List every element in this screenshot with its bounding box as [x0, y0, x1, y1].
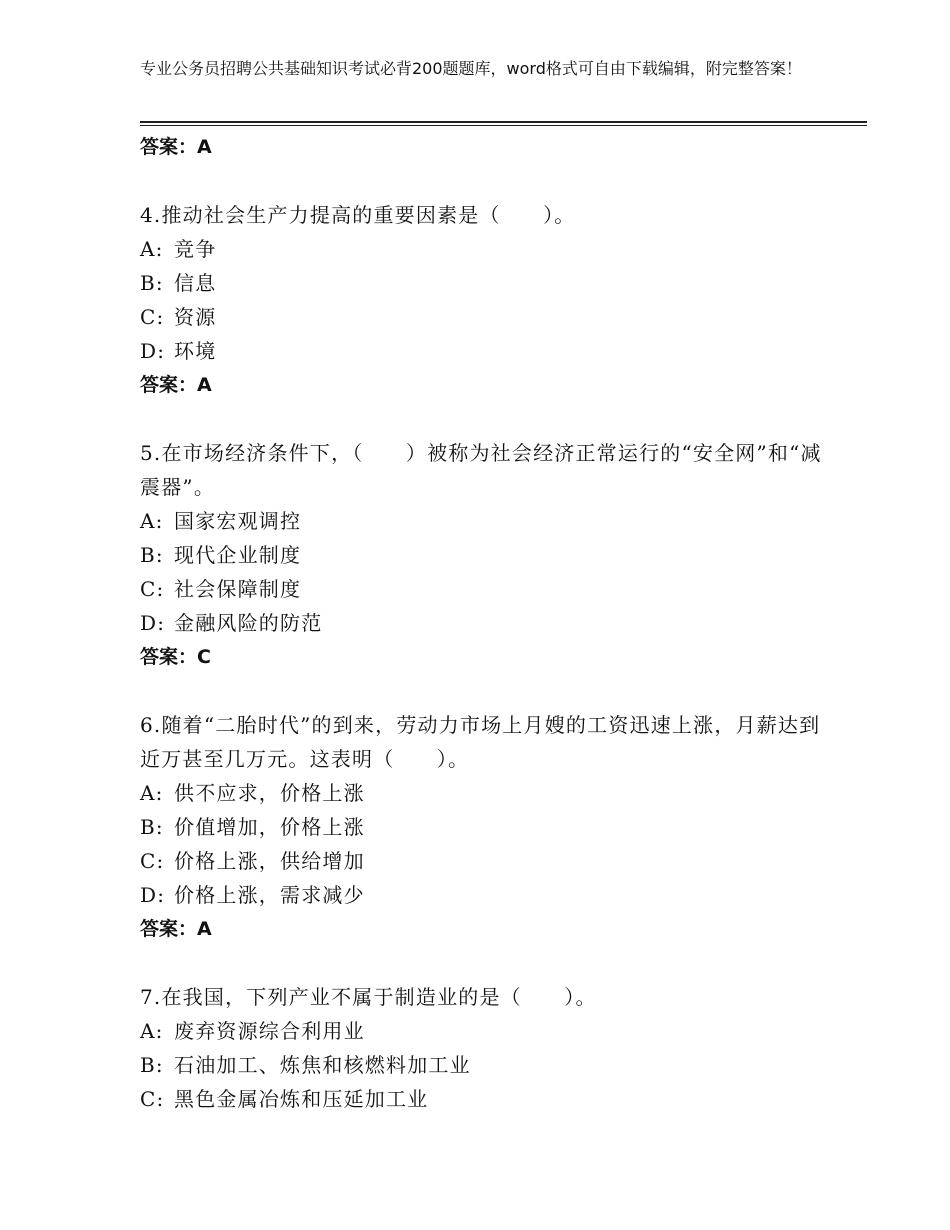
question-block — [140, 980, 830, 1116]
option-text: 信息 — [174, 271, 217, 295]
option-key: B: — [140, 1053, 164, 1077]
option-key: A: — [140, 1019, 164, 1043]
page-header: 专业公务员招聘公共基础知识考试必背200题题库，word格式可自由下载编辑，附完整答案！ — [140, 59, 802, 78]
option-key: D: — [140, 611, 166, 635]
option-key: C: — [140, 577, 165, 601]
question-block — [140, 708, 830, 946]
option-text: 竞争 — [174, 237, 217, 261]
answer-line: 答案：A — [140, 136, 212, 158]
question-stem: 4.推动社会生产力提高的重要因素是（ ）。 — [140, 203, 576, 227]
option-d — [140, 606, 830, 640]
option-key: C: — [140, 849, 165, 873]
option-key: C: — [140, 305, 165, 329]
question-stem: 7.在我国，下列产业不属于制造业的是（ ）。 — [140, 985, 597, 1009]
option-text: 金融风险的防范 — [174, 611, 323, 635]
option-d — [140, 878, 830, 912]
option-text: 废弃资源综合利用业 — [174, 1019, 365, 1043]
option-key: D: — [140, 883, 166, 907]
option-key: D: — [140, 339, 166, 363]
option-a — [140, 504, 830, 538]
option-c — [140, 1082, 830, 1116]
header-divider-thin — [140, 125, 867, 126]
option-key: A: — [140, 237, 164, 261]
option-key: B: — [140, 543, 164, 567]
option-a — [140, 776, 830, 810]
answer-line: 答案：A — [140, 374, 212, 396]
option-b — [140, 810, 830, 844]
option-b — [140, 266, 830, 300]
option-a — [140, 232, 830, 266]
option-c — [140, 300, 830, 334]
option-c — [140, 572, 830, 606]
option-key: A: — [140, 509, 164, 533]
question-list — [140, 130, 830, 1116]
question-block — [140, 198, 830, 402]
option-text: 黑色金属冶炼和压延加工业 — [174, 1087, 429, 1111]
answer-line: 答案：A — [140, 918, 212, 940]
option-d — [140, 334, 830, 368]
option-text: 环境 — [174, 339, 217, 363]
option-text: 价格上涨，需求减少 — [174, 883, 365, 907]
option-b — [140, 538, 830, 572]
question-block — [140, 436, 830, 674]
option-text: 石油加工、炼焦和核燃料加工业 — [174, 1053, 471, 1077]
option-c — [140, 844, 830, 878]
option-text: 价格上涨，供给增加 — [174, 849, 365, 873]
option-text: 国家宏观调控 — [174, 509, 302, 533]
option-a — [140, 1014, 830, 1048]
option-key: A: — [140, 781, 164, 805]
answer-line: 答案：C — [140, 646, 211, 668]
option-text: 现代企业制度 — [174, 543, 302, 567]
option-key: C: — [140, 1087, 165, 1111]
option-key: B: — [140, 271, 164, 295]
option-text: 供不应求，价格上涨 — [174, 781, 365, 805]
header-divider-thick — [140, 121, 867, 123]
question-stem: 5.在市场经济条件下，（ ）被称为社会经济正常运行的“安全网”和“减震器”。 — [140, 441, 822, 499]
option-b — [140, 1048, 830, 1082]
question-stem: 6.随着“二胎时代”的到来，劳动力市场上月嫂的工资迅速上涨，月薪达到近万甚至几万元。这表明（ ）。 — [140, 713, 821, 771]
option-text: 价值增加，价格上涨 — [174, 815, 365, 839]
option-text: 资源 — [174, 305, 217, 329]
option-text: 社会保障制度 — [174, 577, 302, 601]
option-key: B: — [140, 815, 164, 839]
